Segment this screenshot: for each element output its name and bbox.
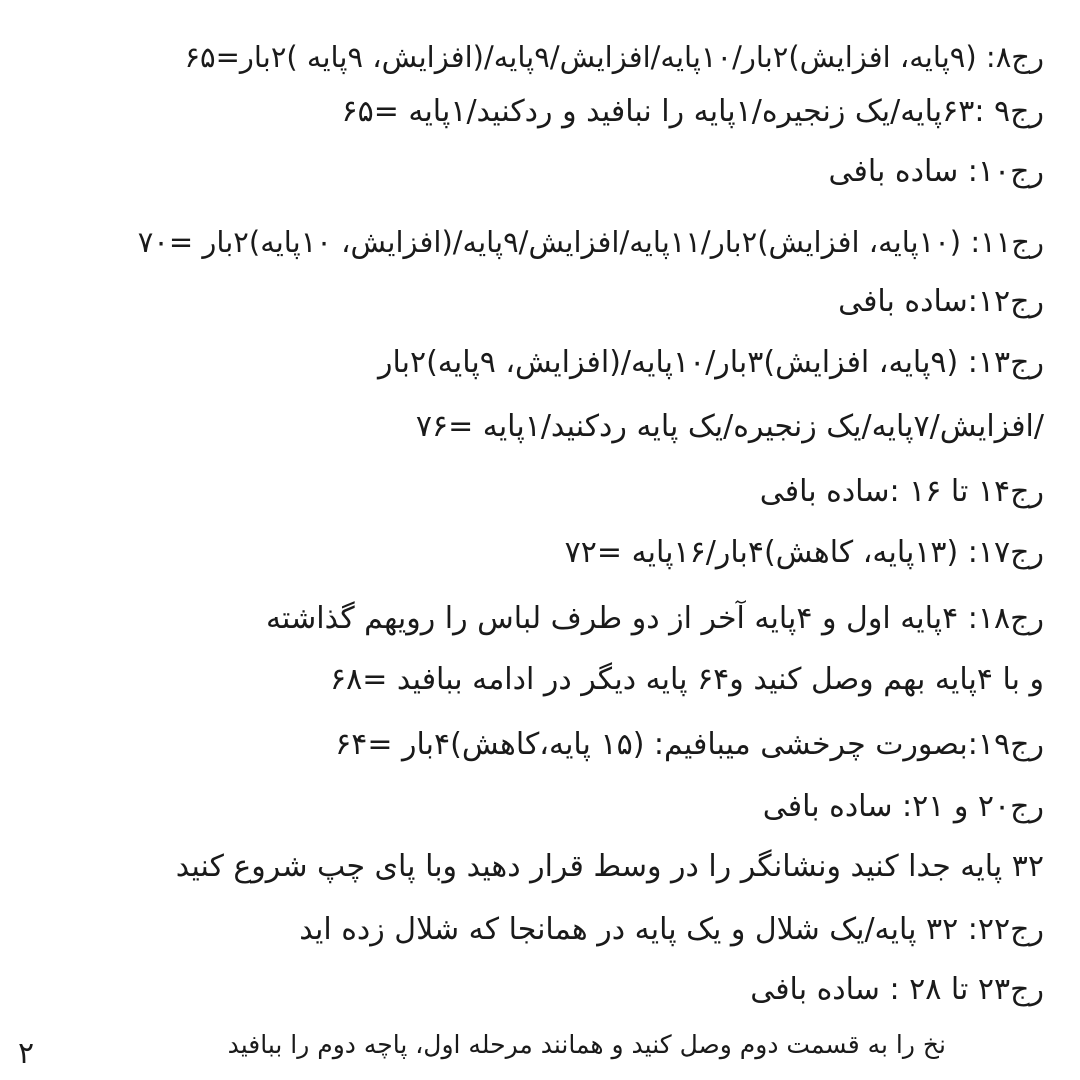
instruction-row-13: رج۱۳: (۹پایه، افزایش)۳بار/۱۰پایه/(افزایش، ۹پایه)۲بار [377, 345, 1044, 380]
instruction-row-18: رج۱۸: ۴پایه اول و ۴پایه آخر از دو طرف لباس را رویهم گذاشته [265, 601, 1044, 636]
instruction-row-13-continued: /افزایش/۷پایه/یک زنجیره/یک پایه ردکنید/۱پایه =۷۶ [415, 409, 1044, 444]
instruction-row-17: رج۱۷: (۱۳پایه، کاهش)۴بار/۱۶پایه =۷۲ [564, 535, 1044, 570]
instruction-row-19: رج۱۹:بصورت چرخشی میبافیم: (۱۵ پایه،کاهش)۴بار =۶۴ [335, 727, 1044, 762]
instruction-row-10: رج۱۰: ساده بافی [828, 154, 1044, 189]
instruction-rows-20-21: رج۲۰ و ۲۱: ساده بافی [762, 789, 1044, 824]
marker-instruction: ۳۲ پایه جدا کنید ونشانگر را در وسط قرار دهید وبا پای چپ شروع کنید [175, 849, 1044, 884]
instruction-row-11: رج۱۱: (۱۰پایه، افزایش)۲بار/۱۱پایه/افزایش/۹پایه/(افزایش، ۱۰پایه)۲بار =۷۰ [137, 225, 1044, 259]
instruction-row-22: رج۲۲: ۳۲ پایه/یک شلال و یک پایه در همانجا که شلال زده اید [299, 912, 1044, 947]
instruction-row-8: رج۸: (۹پایه، افزایش)۲بار/۱۰پایه/افزایش/۹پایه/(افزایش، ۹پایه )۲بار=۶۵ [184, 40, 1044, 74]
instruction-row-18-continued: و با ۴پایه بهم وصل کنید و۶۴ پایه دیگر در ادامه ببافید =۶۸ [330, 662, 1044, 697]
footer-note: نخ را به قسمت دوم وصل کنید و همانند مرحله اول، پاچه دوم را ببافید [227, 1030, 946, 1059]
instruction-rows-14-16: رج۱۴ تا ۱۶ :ساده بافی [759, 474, 1044, 509]
instruction-row-12: رج۱۲:ساده بافی [838, 284, 1044, 319]
instruction-rows-23-28: رج۲۳ تا ۲۸ : ساده بافی [750, 972, 1044, 1007]
page-number: ۲ [18, 1036, 35, 1071]
instruction-row-9: رج۹ :۶۳پایه/یک زنجیره/۱پایه را نبافید و ردکنید/۱پایه =۶۵ [341, 94, 1044, 129]
